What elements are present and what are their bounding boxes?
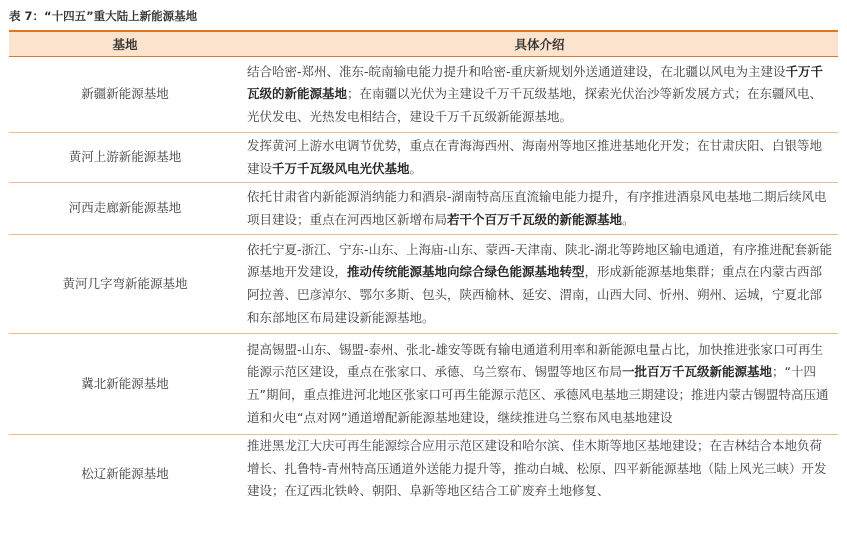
description-text: ，形成新能源基地集群；重点在内蒙古西部阿拉善、巴彦淖尔、鄂尔多斯、包头，陕西榆林、延安、渭南，山西大同、忻州、朔州、运城，宁夏北部和东部地区布局建设新能源基地。 xyxy=(247,264,823,325)
highlight-text: 一批百万千瓦级新能源基地 xyxy=(622,364,773,380)
table-header-row xyxy=(9,31,838,57)
description-text: ；在南疆以光伏为主建设千万千瓦级基地，探索光伏治沙等新发展方式；在东疆风电、光伏发电、光热发电相结合，建设千万千瓦级新能源基地。 xyxy=(247,86,823,124)
table-row xyxy=(9,183,838,235)
highlight-text: 若干个百万千瓦级的新能源基地 xyxy=(447,211,623,227)
base-name-cell: 河西走廊新能源基地 xyxy=(9,183,241,235)
base-name-cell: 冀北新能源基地 xyxy=(9,334,241,435)
base-description-cell xyxy=(241,183,838,235)
description-text: 。 xyxy=(622,211,635,227)
description-text: 提高锡盟-山东、锡盟-泰州、张北-雄安等既有输电通道利用率和新能源电量占比，加快推进张家口可再生能源示范区建设，重点在张家口、承德、乌兰察布、锡盟等地区布局 xyxy=(247,341,824,380)
base-name-cell: 黄河几字弯新能源基地 xyxy=(9,235,241,334)
base-description-cell xyxy=(241,435,838,515)
highlight-text: 千万千瓦级风电光伏基地 xyxy=(272,160,410,176)
header-intro: 具体介绍 xyxy=(241,31,838,57)
table-title: 表 7：“十四五”重大陆上新能源基地 xyxy=(9,9,198,23)
base-name-cell: 新疆新能源基地 xyxy=(9,57,241,133)
energy-base-table xyxy=(9,30,838,515)
base-name-cell: 黄河上游新能源基地 xyxy=(9,133,241,183)
base-description-cell xyxy=(241,235,838,334)
description-text: 依托甘肃省内新能源消纳能力和酒泉-湖南特高压直流输电能力提升，有序推进酒泉风电基地二期后续风电项目建设；重点在河西地区新增布局 xyxy=(247,188,827,227)
table-row xyxy=(9,57,838,133)
base-description-cell xyxy=(241,57,838,133)
highlight-text: 推动传统能源基地向综合绿色能源基地转型 xyxy=(347,264,585,280)
base-description-cell xyxy=(241,133,838,183)
table-row xyxy=(9,133,838,183)
base-description-cell xyxy=(241,334,838,435)
base-name-cell: 松辽新能源基地 xyxy=(81,466,169,482)
description-text: 结合哈密-郑州、准东-皖南输电能力提升和哈密-重庆新规划外送通道建设，在北疆以风电为主建设 xyxy=(247,63,786,79)
highlight-text: 千万千瓦级的新能源基地 xyxy=(247,63,824,102)
description-text: 依托宁夏-浙江、宁东-山东、上海庙-山东、蒙西-天津南、陕北-湖北等跨地区输电通道，有序推进配套新能源基地开发建设， xyxy=(247,241,833,280)
table-body xyxy=(9,57,838,515)
table-row xyxy=(9,435,838,515)
table-row xyxy=(9,235,838,334)
description-text: 。 xyxy=(409,160,423,176)
table-row xyxy=(9,334,838,435)
header-base: 基地 xyxy=(9,31,241,57)
description-text: ；“十四五”期间，重点推进河北地区张家口可再生能源示范区、承德风电基地三期建设；推进内蒙古锡盟特高压通道和火电“点对网”通道增配新能源基地建设，继续推进乌兰察布风电基地建设 xyxy=(247,364,829,425)
description-text: 发挥黄河上游水电调节优势，重点在青海海西州、海南州等地区推进基地化开发；在甘肃庆阳、白银等地建设 xyxy=(247,137,823,176)
description-text: 推进黑龙江大庆可再生能源综合应用示范区建设和哈尔滨、佳木斯等地区基地建设；在吉林结合本地负荷增长、扎鲁特-青州特高压通道外送能力提升等，推动白城、松原、四平新能源基地（陆上风光三峡）开发建设；在辽西北铁岭、朝阳、阜新等地区结合工矿废弃土地修复、 xyxy=(247,438,827,499)
